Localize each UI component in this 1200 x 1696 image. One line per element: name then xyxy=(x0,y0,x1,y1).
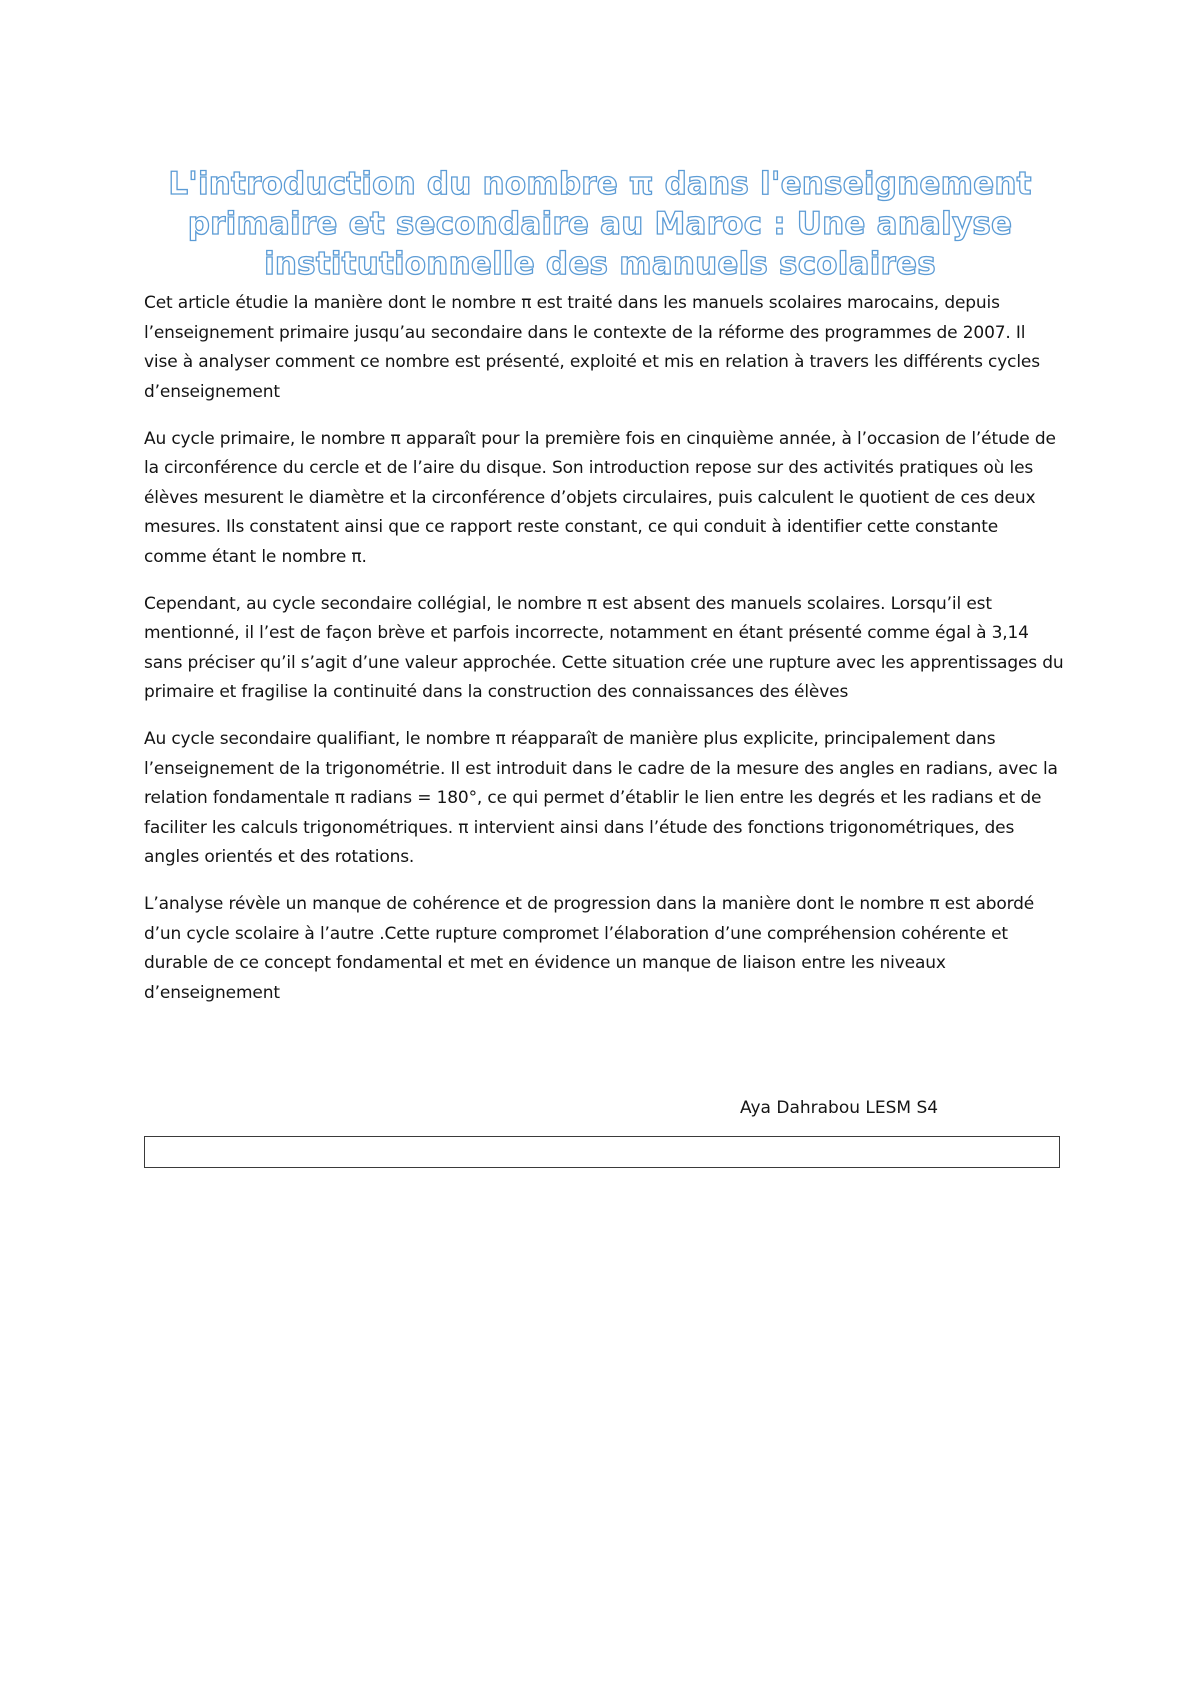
author-signature: Aya Dahrabou LESM S4 xyxy=(740,1098,939,1118)
document-title: L'introduction du nombre π dans l'enseignement primaire et secondaire au Maroc : Une analyse institutionnelle des manuels scolaires xyxy=(168,166,1032,282)
paragraph-high-school-cycle: Au cycle secondaire qualifiant, le nombre π réapparaît de manière plus explicite, principalement dans l’enseignement de la trigonométrie. Il est introduit dans le cadre de la mesure des angles en radians, avec la relation fondamentale π radians = 180°, ce qui permet d’établir le lien entre les degrés et les radians et de faciliter les calculs trigonométriques. π intervient ainsi dans l’étude des fonctions trigonométriques, des angles orientés et des rotations. xyxy=(144,729,1058,867)
paragraph-conclusion: L’analyse révèle un manque de cohérence et de progression dans la manière dont le nombre π est abordé d’un cycle scolaire à l’autre .Cette rupture compromet l’élaboration d’une compréhension cohérente et durable de ce concept fondamental et met en évidence un manque de liaison entre les niveaux d’enseignement xyxy=(144,894,1035,1003)
empty-text-box xyxy=(144,1136,1060,1168)
paragraph-primary-cycle: Au cycle primaire, le nombre π apparaît pour la première fois en cinquième année, à l’occasion de l’étude de la circonférence du cercle et de l’aire du disque. Son introduction repose sur des activités pratiques où les élèves mesurent le diamètre et la circonférence d’objets circulaires, puis calculent le quotient de ces deux mesures. Ils constatent ainsi que ce rapport reste constant, ce qui conduit à identifier cette constante comme étant le nombre π. xyxy=(144,428,1056,567)
paragraph-introduction: Cet article étudie la manière dont le nombre π est traité dans les manuels scolaires marocains, depuis l’enseignement primaire jusqu’au secondaire dans le contexte de la réforme des programmes de 2007. Il vise à analyser comment ce nombre est présenté, exploité et mis en relation à travers les différents cycles d’enseignement xyxy=(144,293,1040,402)
document-body xyxy=(144,289,1064,1026)
paragraph-middle-school-cycle: Cependant, au cycle secondaire collégial, le nombre π est absent des manuels scolaires. Lorsqu’il est mentionné, il l’est de façon brève et parfois incorrecte, notamment en étant présenté comme égal à 3,14 sans préciser qu’il s’agit d’une valeur approchée. Cette situation crée une rupture avec les apprentissages du primaire et fragilise la continuité dans la construction des connaissances des élèves xyxy=(144,593,1064,702)
